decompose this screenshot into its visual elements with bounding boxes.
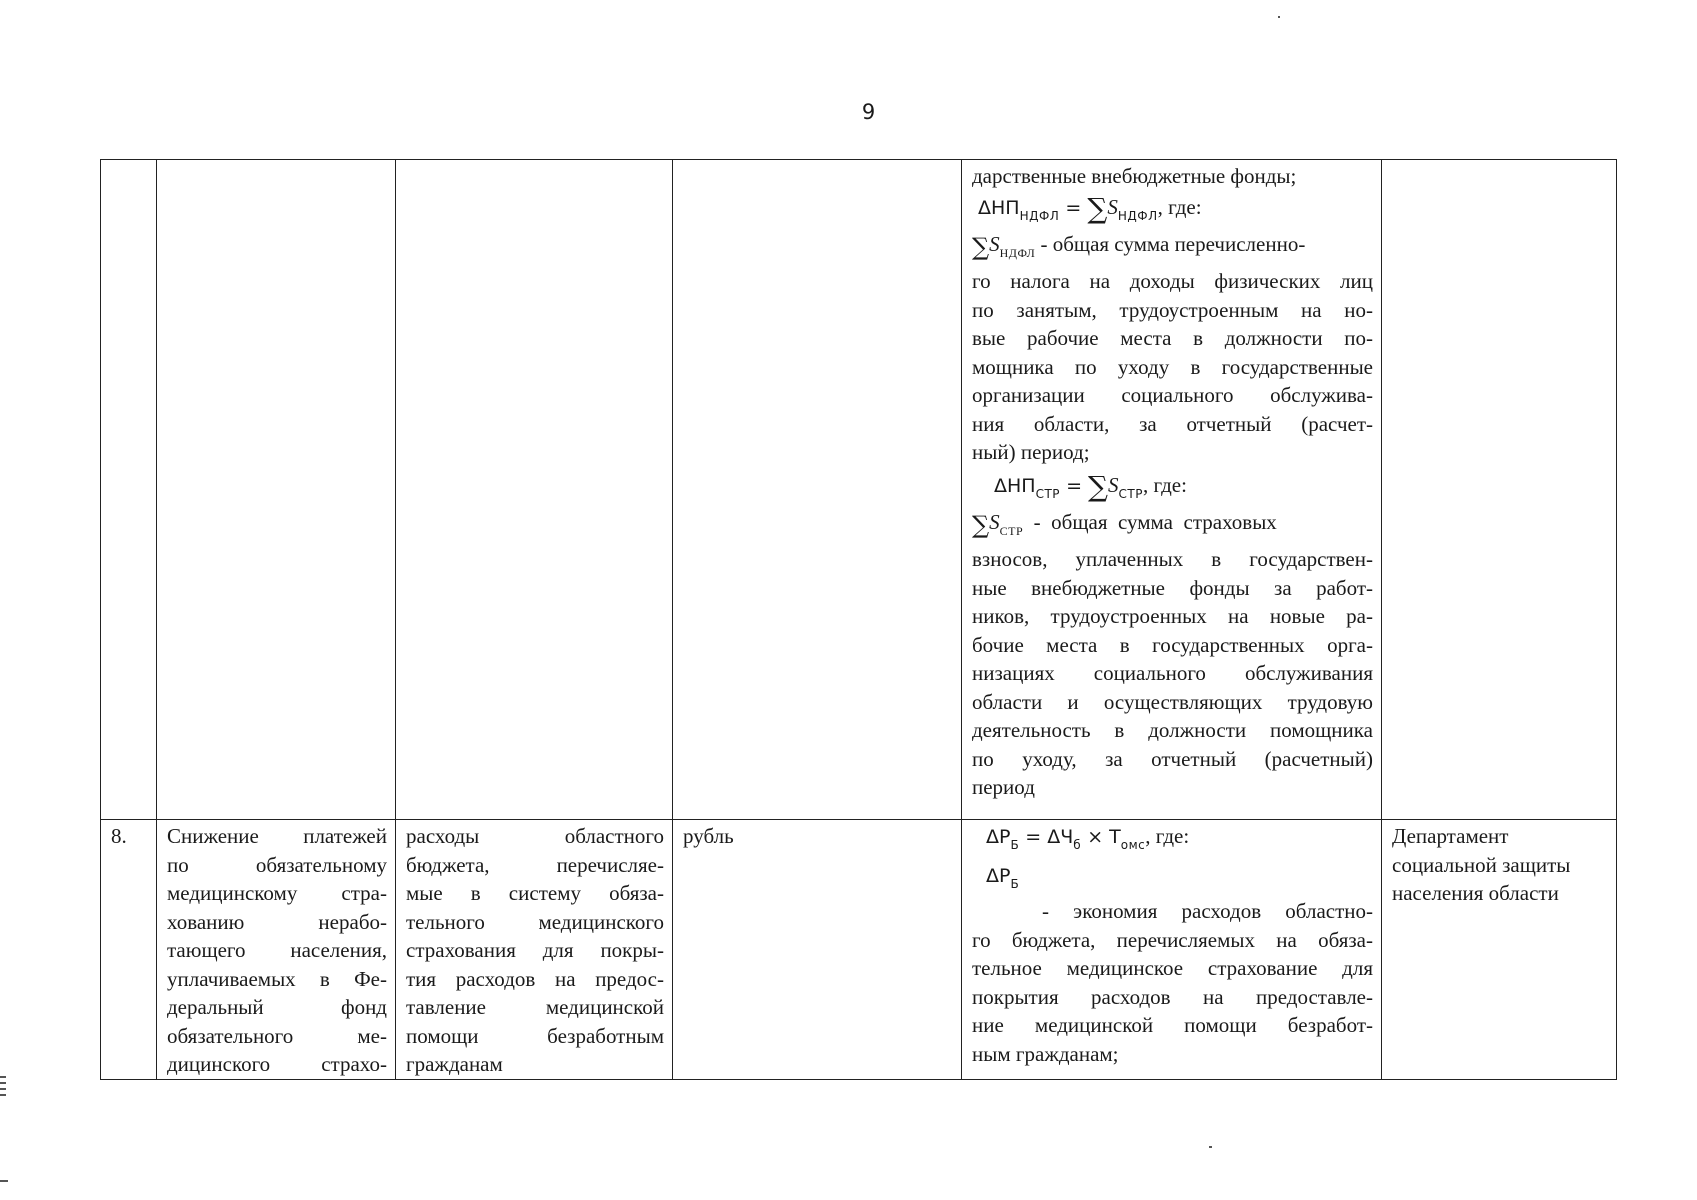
scan-mark bbox=[0, 1088, 6, 1090]
formula-times: × bbox=[1087, 826, 1104, 848]
description-line: бюджета, перечисляе- bbox=[406, 852, 664, 877]
definition-str bbox=[972, 508, 1373, 802]
method-line: дарственные внебюджетные фонды; bbox=[972, 164, 1297, 188]
indicators-table bbox=[100, 159, 1617, 1080]
method-line: ние медицинской помощи безработ- bbox=[972, 1013, 1373, 1037]
method-line: го налога на доходы физических лиц bbox=[972, 269, 1373, 293]
formula-var: S bbox=[1107, 194, 1118, 219]
method-line bbox=[972, 508, 1373, 546]
sum-sign: ∑ bbox=[972, 232, 990, 261]
formula-var: Т bbox=[1109, 826, 1121, 848]
cell-num: 8. bbox=[101, 820, 157, 1080]
formula-eq: = bbox=[1025, 826, 1042, 848]
responsible-line: населения области bbox=[1392, 881, 1559, 905]
method-line: взносов, уплаченных в государствен- bbox=[972, 547, 1373, 571]
description-line: мые в систему обяза- bbox=[406, 881, 664, 905]
method-line: деятельность в должности помощника bbox=[972, 718, 1373, 742]
formula-where: , где: bbox=[1145, 824, 1190, 848]
def-var: S bbox=[989, 509, 1000, 534]
def-symbol-rb bbox=[972, 863, 1373, 897]
formula-eq: = bbox=[1065, 196, 1082, 219]
indicator-line: хованию нерабо- bbox=[167, 909, 387, 934]
description-line: тельного медицинского bbox=[406, 909, 664, 934]
formula-where: , где: bbox=[1143, 472, 1187, 497]
formula-var-sub: омс bbox=[1120, 838, 1146, 852]
formula-rb bbox=[972, 822, 1373, 859]
formula-eq: = bbox=[1066, 474, 1082, 497]
formula-var-sub: НДФЛ bbox=[1117, 208, 1158, 223]
formula-var: S bbox=[1108, 472, 1119, 497]
cell-unit: рубль bbox=[673, 820, 962, 1080]
formula-lhs-sub: Б bbox=[1010, 838, 1020, 852]
indicator-line: тающего населения, bbox=[167, 938, 387, 962]
cell-unit-cont bbox=[673, 160, 962, 820]
formula-var-sub: СТР bbox=[1118, 486, 1143, 501]
cell-num-cont bbox=[101, 160, 157, 820]
formula-ndfl bbox=[972, 193, 1373, 230]
def-var-sub: НДФЛ bbox=[999, 245, 1036, 260]
formula-var-sub: б bbox=[1073, 838, 1082, 852]
description-line: гражданам bbox=[406, 1052, 503, 1076]
method-line: по занятым, трудоустроенным на но- bbox=[972, 297, 1373, 322]
scan-mark bbox=[0, 1094, 6, 1096]
method-line: ный) период; bbox=[972, 440, 1090, 464]
formula-lhs: ΔР bbox=[986, 826, 1011, 848]
scan-mark bbox=[1209, 1146, 1212, 1148]
description-line: тия расходов на предос- bbox=[406, 966, 664, 991]
cell-description-cont bbox=[396, 160, 673, 820]
table-row-continuation bbox=[101, 160, 1617, 820]
description-line: помощи безработным bbox=[406, 1023, 664, 1048]
sum-sign: ∑ bbox=[972, 510, 990, 539]
formula-lhs-sub: СТР bbox=[1035, 486, 1061, 501]
scan-mark bbox=[1278, 16, 1280, 18]
description-line: тавление медицинской bbox=[406, 995, 664, 1019]
formula-where: , где: bbox=[1157, 194, 1202, 219]
formula-var: ΔЧ bbox=[1047, 826, 1074, 848]
def-var: S bbox=[989, 231, 1000, 256]
cell-indicator bbox=[157, 820, 396, 1080]
method-line: период bbox=[972, 775, 1035, 799]
def-var-sub: СТР bbox=[999, 523, 1024, 538]
definition-ndfl bbox=[972, 230, 1373, 467]
cell-method-cont bbox=[962, 160, 1382, 820]
method-line: области и осуществляющих трудовую bbox=[972, 689, 1373, 714]
responsible-line: социальной защиты bbox=[1392, 852, 1571, 877]
indicator-line: дицинского страхо- bbox=[167, 1052, 387, 1076]
responsible-line: Департамент bbox=[1392, 824, 1509, 848]
method-line: ния области, за отчетный (расчет- bbox=[972, 411, 1373, 436]
indicator-line: обязательного ме- bbox=[167, 1023, 387, 1048]
cell-method bbox=[962, 820, 1382, 1080]
scan-mark bbox=[0, 1180, 8, 1182]
def-text: - общая сумма страховых bbox=[1023, 509, 1277, 534]
sum-sign: ∑ bbox=[1087, 191, 1108, 225]
def-var: ΔР bbox=[986, 865, 1011, 887]
method-line: ников, трудоустроенных на новые ра- bbox=[972, 604, 1373, 628]
indicator-line: медицинскому стра- bbox=[167, 881, 387, 905]
indicator-line: по обязательному bbox=[167, 852, 387, 877]
cell-description bbox=[396, 820, 673, 1080]
def-text: - общая сумма перечисленно- bbox=[1035, 231, 1306, 256]
cell-responsible bbox=[1382, 820, 1617, 1080]
scan-mark bbox=[0, 1082, 6, 1084]
method-line: го бюджета, перечисляемых на обяза- bbox=[972, 927, 1373, 952]
method-line bbox=[972, 230, 1373, 268]
method-line: бочие места в государственных орга- bbox=[972, 632, 1373, 657]
formula-lhs: ΔНП bbox=[994, 474, 1036, 497]
indicator-line: Снижение платежей bbox=[167, 824, 387, 848]
formula-str bbox=[972, 471, 1373, 508]
method-line: мощника по уходу в государственные bbox=[972, 354, 1373, 379]
scan-mark bbox=[0, 1076, 6, 1078]
method-line: вые рабочие места в должности по- bbox=[972, 326, 1373, 350]
method-line: тельное медицинское страхование для bbox=[972, 956, 1373, 980]
formula-lhs: ΔНП bbox=[978, 196, 1020, 219]
method-line: низациях социального обслуживания bbox=[972, 661, 1373, 685]
indicator-line: деральный фонд bbox=[167, 995, 387, 1019]
description-line: расходы областного bbox=[406, 824, 664, 848]
method-line: покрытия расходов на предоставле- bbox=[972, 984, 1373, 1009]
description-line: страхования для покры- bbox=[406, 938, 664, 962]
formula-lhs-sub: НДФЛ bbox=[1019, 208, 1060, 223]
method-line: ные внебюджетные фонды за работ- bbox=[972, 575, 1373, 600]
indicator-line: уплачиваемых в Фе- bbox=[167, 966, 387, 991]
page-number: 9 bbox=[861, 100, 876, 124]
cell-responsible-cont bbox=[1382, 160, 1617, 820]
method-line: - экономия расходов областно- bbox=[1042, 899, 1373, 923]
method-line: организации социального обслужива- bbox=[972, 383, 1373, 407]
cell-indicator-cont bbox=[157, 160, 396, 820]
sum-sign: ∑ bbox=[1088, 469, 1109, 503]
def-var-sub: Б bbox=[1010, 877, 1020, 891]
method-line: по уходу, за отчетный (расчетный) bbox=[972, 746, 1373, 771]
method-line: ным гражданам; bbox=[972, 1041, 1119, 1066]
table-row-8 bbox=[101, 820, 1617, 1080]
